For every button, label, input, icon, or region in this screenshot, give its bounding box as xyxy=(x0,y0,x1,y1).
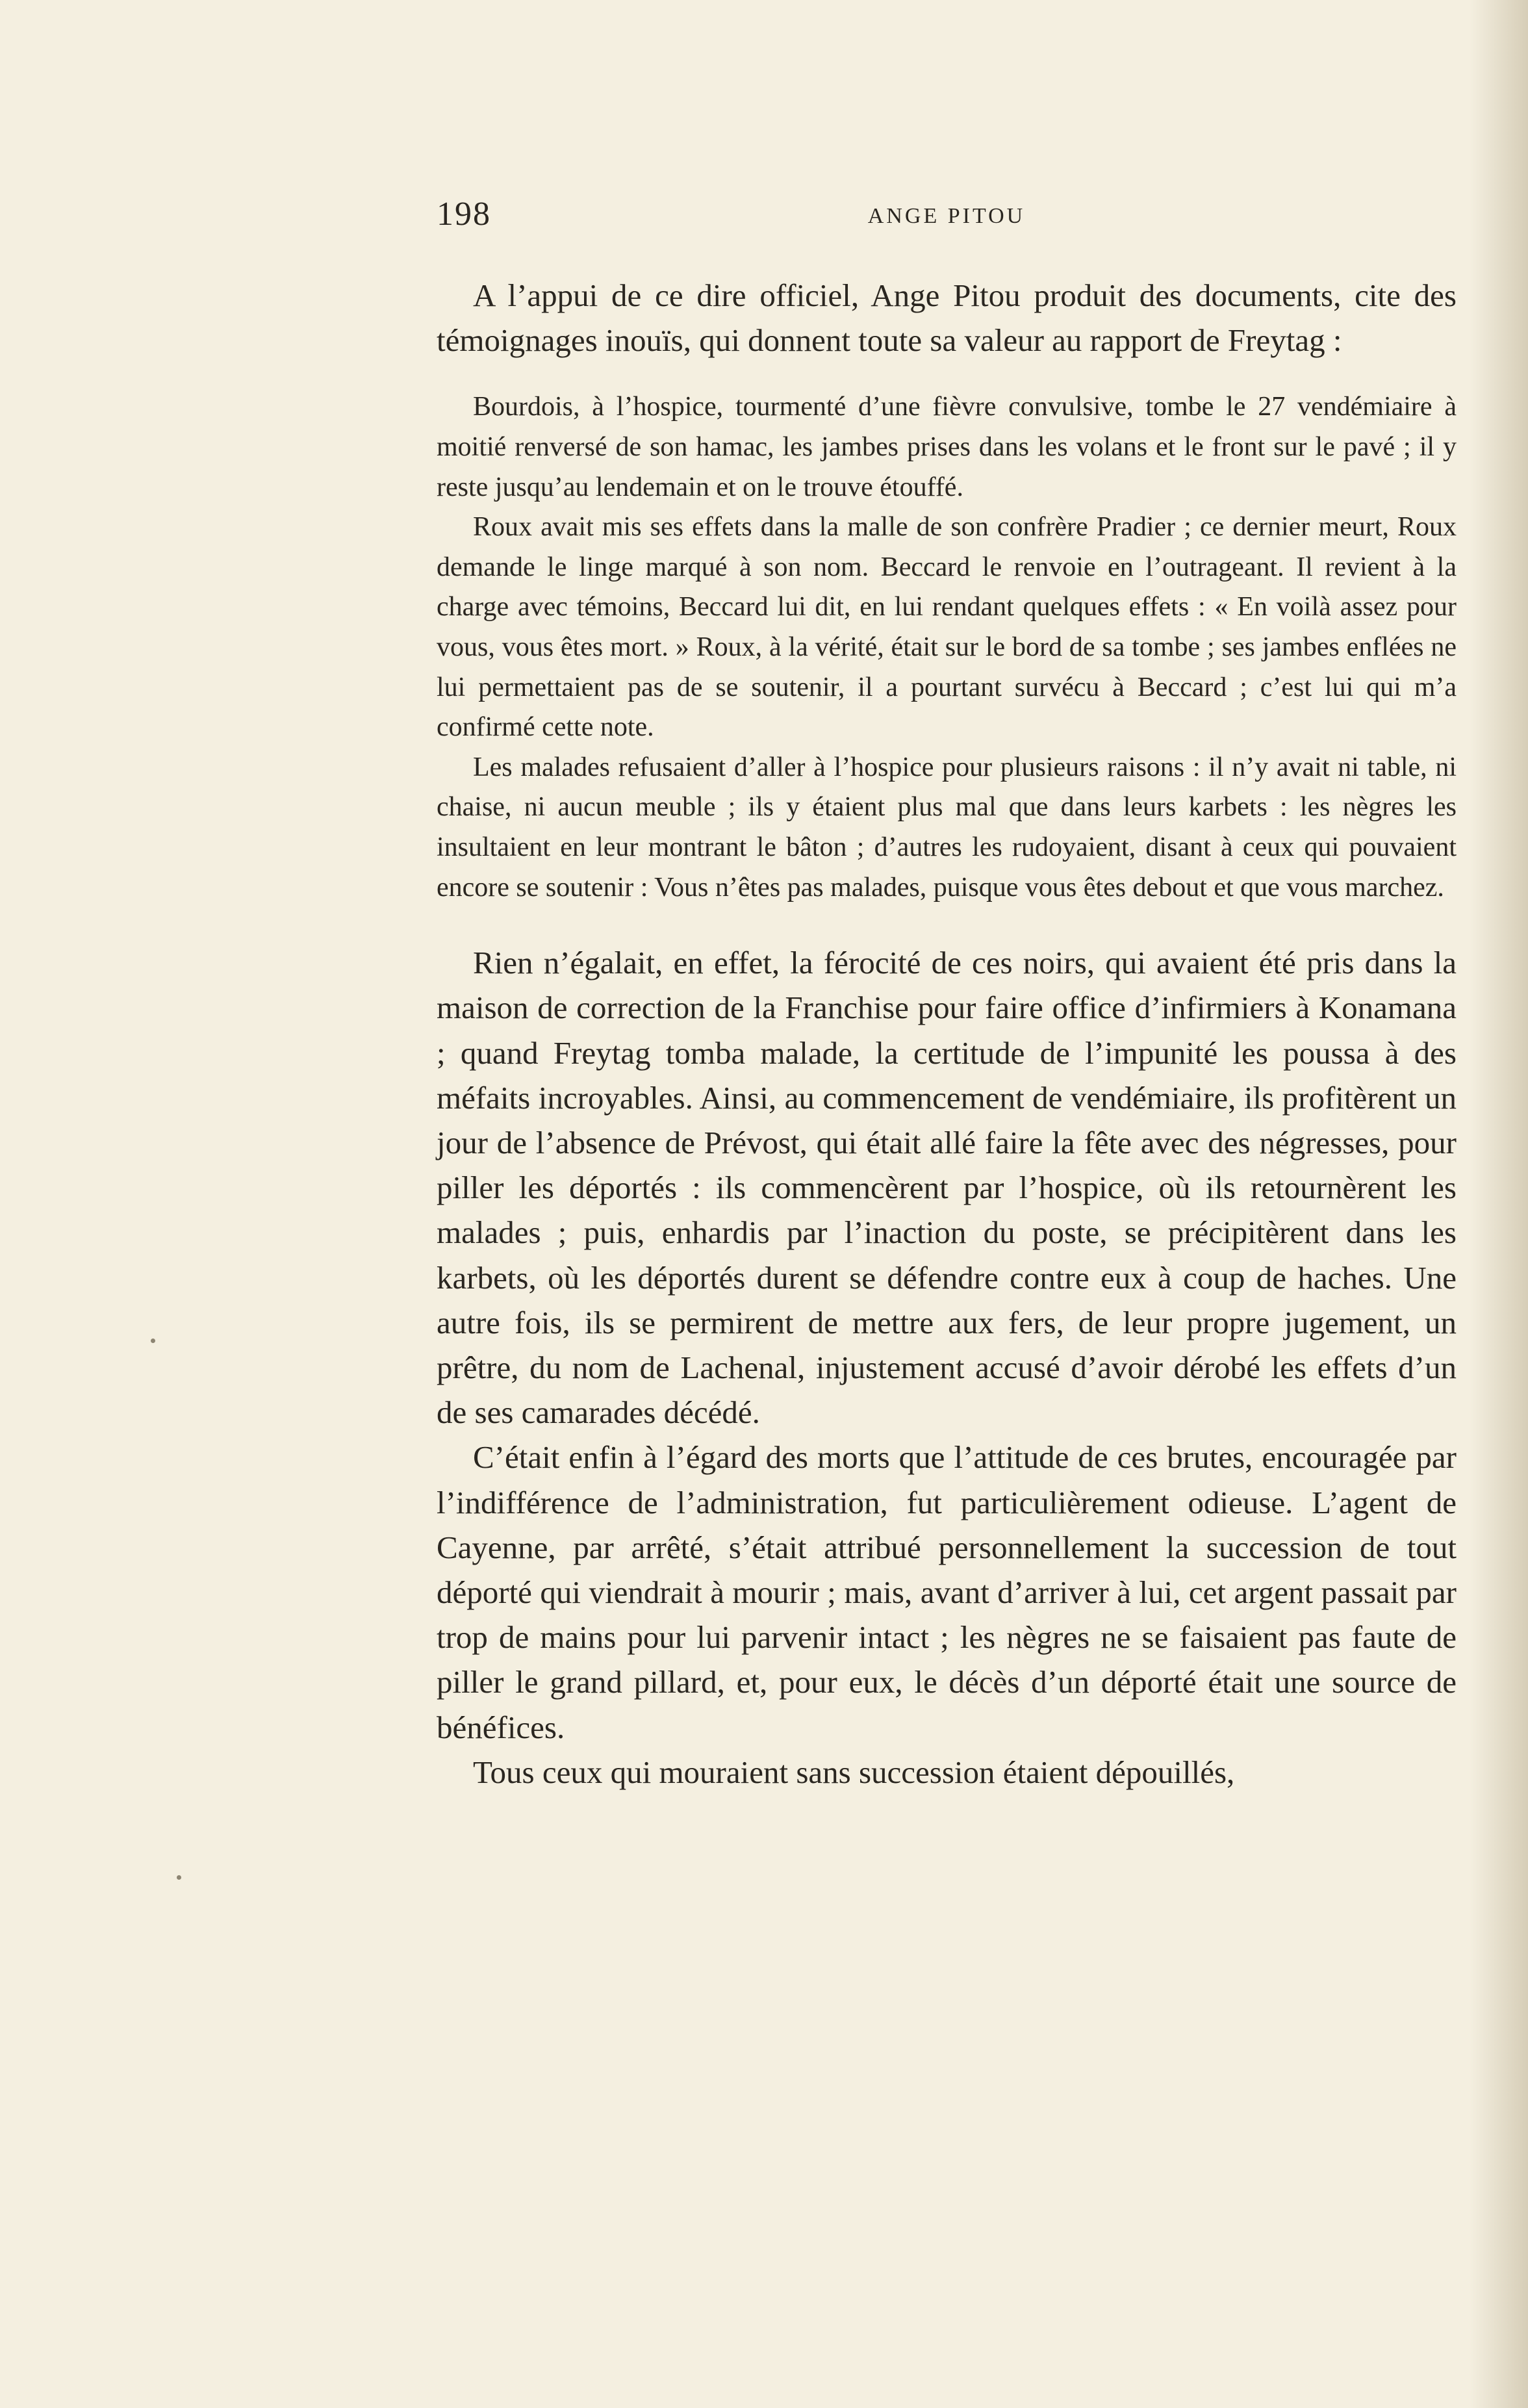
body-paragraph: C’était enfin à l’égard des morts que l’attitude de ces brutes, encouragée par l’indifférence de l’administration, fut particulièrement odieuse. L’agent de Cayenne, par arrêté, s’était attribué personnellement la succession de tout déporté qui viendrait à mourir ; mais, avant d’arriver à lui, cet argent passait par trop de mains pour lui parvenir intact ; les nègres ne se faisaient pas faute de piller le grand pillard, et, pour eux, le décès d’un déporté était une source de bénéfices. xyxy=(437,1439,1457,1745)
paper-speck xyxy=(177,1875,181,1880)
main-text xyxy=(437,940,1457,1795)
quote-paragraph: Les malades refusaient d’aller à l’hospice pour plusieurs raisons : il n’y avait ni table, ni chaise, ni aucun meuble ; ils y étaient plus mal que dans leurs karbets : les nègres les insultaient en leur montrant le bâton ; d’autres les rudoyaient, disant à ceux qui pouvaient encore se soutenir : Vous n’êtes pas malades, puisque vous êtes debout et que vous marchez. xyxy=(437,752,1457,903)
quote-paragraph: Roux avait mis ses effets dans la malle de son confrère Pradier ; ce dernier meurt, Roux demande le linge marqué à son nom. Beccard le renvoie en l’outrageant. Il revient à la charge avec témoins, Beccard lui dit, en lui rendant quelques effets : « En voilà assez pour vous, vous êtes mort. » Roux, à la vérité, était sur le bord de sa tombe ; ses jambes enflées ne lui permettaient pas de se soutenir, il a pourtant survécu à Beccard ; c’est lui qui m’a confirmé cette note. xyxy=(437,512,1457,743)
quoted-testimony xyxy=(437,387,1457,908)
page-content xyxy=(437,195,1457,1795)
page-number: 198 xyxy=(437,196,491,233)
intro-paragraph: A l’appui de ce dire officiel, Ange Pitou produit des documents, cite des témoignages inouïs, qui donnent toute sa valeur au rapport de Freytag : xyxy=(437,277,1457,359)
intro-section xyxy=(437,273,1457,363)
running-title: ANGE PITOU xyxy=(867,204,1026,228)
paper-speck xyxy=(151,1338,155,1343)
body-paragraph: Tous ceux qui mouraient sans succession étaient dépouillés, xyxy=(473,1754,1235,1790)
page-edge-shadow xyxy=(1470,0,1528,2408)
body-paragraph: Rien n’égalait, en effet, la férocité de ces noirs, qui avaient été pris dans la maison de correction de la Franchise pour faire office d’infirmiers à Konamana ; quand Freytag tomba malade, la certitude de l’impunité les poussa à des méfaits incroyables. Ainsi, au commencement de vendémiaire, ils profitèrent un jour de l’absence de Prévost, qui était allé faire la fête avec des négresses, pour piller les déportés : ils commencèrent par l’hospice, où ils retournèrent les malades ; puis, enhardis par l’inaction du poste, se précipitèrent dans les karbets, où les déportés durent se défendre contre eux à coup de haches. Une autre fois, ils se permirent de mettre aux fers, de leur propre jugement, un prêtre, du nom de Lachenal, injustement accusé d’avoir dérobé les effets d’un de ses camarades décédé. xyxy=(437,945,1457,1431)
quote-paragraph: Bourdois, à l’hospice, tourmenté d’une fièvre convulsive, tombe le 27 vendémiaire à moitié renversé de son hamac, les jambes prises dans les volans et le front sur le pavé ; il y reste jusqu’au lendemain et on le trouve étouffé. xyxy=(437,392,1457,502)
running-header xyxy=(437,195,1457,247)
